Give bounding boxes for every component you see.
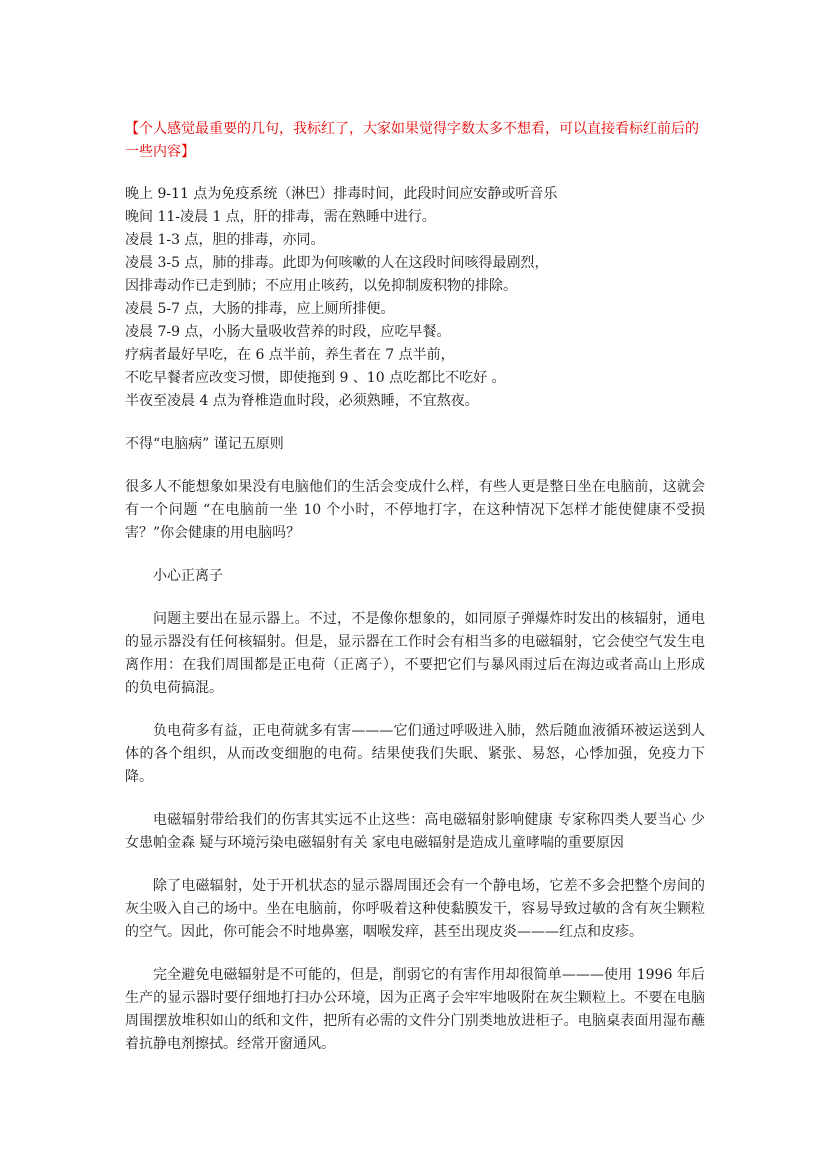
article-title: 不得“电脑病” 谨记五原则 — [125, 436, 284, 452]
schedule-line: 凌晨 1-3 点，胆的排毒，亦同。 — [125, 232, 325, 248]
schedule-line: 半夜至凌晨 4 点为脊椎造血时段，必须熟睡，不宜熬夜。 — [125, 393, 479, 409]
document-page — [125, 118, 705, 1076]
schedule-line: 因排毒动作已走到肺；不应用止咳药，以免抑制废积物的排除。 — [125, 278, 517, 294]
schedule-line: 疗病者最好早吃，在 6 点半前，养生者在 7 点半前， — [125, 347, 455, 363]
schedule-line: 晚上 9-11 点为免疫系统（淋巴）排毒时间，此段时间应安静或听音乐 — [125, 186, 558, 202]
article-paragraph: 电磁辐射带给我们的伤害其实远不止这些：高电磁辐射影响健康 专家称四类人要当心 少女患帕金森 疑与环境污染电磁辐射有关 家电电磁辐射是造成儿童哮喘的重要原因 — [125, 812, 705, 851]
schedule-line: 凌晨 7-9 点，小肠大量吸收营养的时段，应吃早餐。 — [125, 324, 451, 340]
article-paragraph: 负电荷多有益，正电荷就多有害———它们通过呼吸进入肺，然后随血液循环被运送到人体的各个组织，从而改变细胞的电荷。结果使我们失眠、紧张、易怒，心悸加强，免疫力下降。 — [125, 723, 705, 785]
red-note: 【个人感觉最重要的几句，我标红了，大家如果觉得字数太多不想看，可以直接看标红前后的一些内容】 — [125, 121, 699, 160]
article-paragraph: 除了电磁辐射，处于开机状态的显示器周围还会有一个静电场，它差不多会把整个房间的灰尘吸入自己的场中。坐在电脑前，你呼吸着这种使黏膜发干，容易导致过敏的含有灰尘颗粒的空气。因此，你可能会不时地鼻塞，咽喉发痒，甚至出现皮炎———红点和皮疹。 — [125, 878, 705, 940]
section-title: 小心正离子 — [153, 568, 223, 584]
schedule-line: 不吃早餐者应改变习惯，即使拖到 9 、10 点吃都比不吃好 。 — [125, 370, 506, 386]
detox-schedule — [125, 183, 705, 413]
article-intro: 很多人不能想象如果没有电脑他们的生活会变成什么样，有些人更是整日坐在电脑前，这就会有一个问题 “在电脑前一坐 10 个小时，不停地打字，在这种情况下怎样才能使健康不受损害？”你会健康的用电脑吗？ — [125, 479, 705, 541]
schedule-line: 凌晨 3-5 点，肺的排毒。此即为何咳嗽的人在这段时间咳得最剧烈， — [125, 255, 549, 271]
schedule-line: 晚间 11-凌晨 1 点，肝的排毒，需在熟睡中进行。 — [125, 209, 436, 225]
article-paragraph: 完全避免电磁辐射是不可能的，但是，削弱它的有害作用却很简单———使用 1996 年后生产的显示器时要仔细地打扫办公环境，因为正离子会牢牢地吸附在灰尘颗粒上。不要在电脑周围摆放堆积如山的纸和文件，把所有必需的文件分门别类地放进柜子。电脑桌表面用湿布蘸着抗静电剂擦拭。经常开窗通风。 — [125, 967, 705, 1052]
article-paragraph: 问题主要出在显示器上。不过，不是像你想象的，如同原子弹爆炸时发出的核辐射，通电的显示器没有任何核辐射。但是，显示器在工作时会有相当多的电磁辐射，它会使空气发生电离作用：在我们周围都是正电荷（正离子），不要把它们与暴风雨过后在海边或者高山上形成的负电荷搞混。 — [125, 611, 705, 696]
schedule-line: 凌晨 5-7 点，大肠的排毒，应上厕所排便。 — [125, 301, 395, 317]
